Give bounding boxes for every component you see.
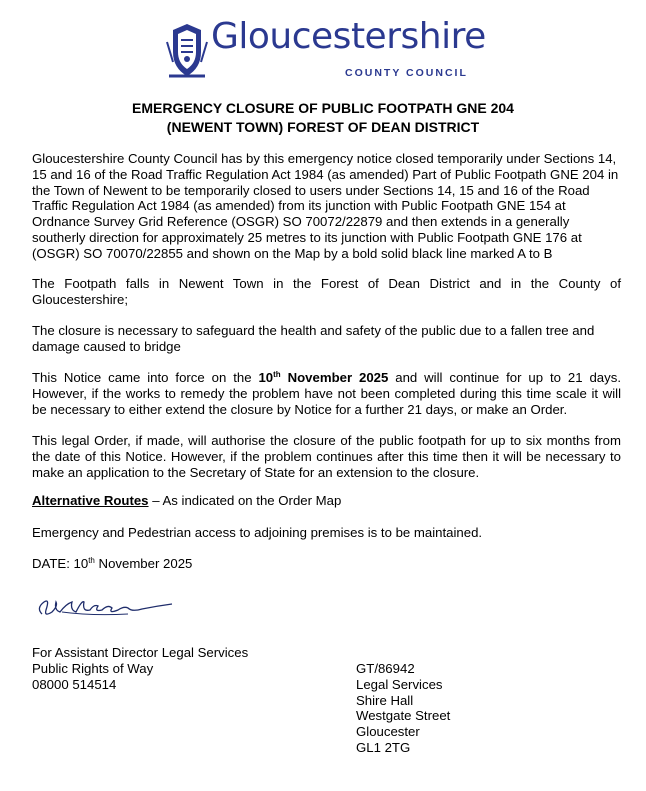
paragraph-legal-order: This legal Order, if made, will authorise the closure of the public footpath for up to six months from the date of this Notice. However, if the problem continues after this time then it will be necessary to make an application to the Secretary of State for an extension to the closure. [32, 433, 621, 480]
alternative-routes-label: Alternative Routes [32, 493, 149, 508]
address-line: Westgate Street [356, 708, 451, 724]
logo-wordmark: Gloucestershire [211, 16, 486, 57]
address-block [356, 661, 450, 756]
paragraph-duration [32, 370, 621, 417]
signature [32, 590, 192, 624]
notice-title-line-1: EMERGENCY CLOSURE OF PUBLIC FOOTPATH GNE 204 [132, 100, 514, 116]
signatory-line: For Assistant Director Legal Services [32, 645, 249, 660]
address-line: Legal Services [356, 676, 443, 692]
signatory-phone: 08000 514514 [32, 676, 117, 692]
council-logo [165, 16, 495, 84]
signatory-block [32, 645, 248, 692]
notice-date: DATE: 10th November 2025 [32, 556, 193, 571]
alternative-routes-text: – As indicated on the Order Map [148, 493, 342, 508]
paragraph-location: The Footpath falls in Newent Town in the Forest of Dean District and in the County of Gloucestershire; [32, 276, 621, 307]
paragraph-reason: The closure is necessary to safeguard the health and safety of the public due to a fallen tree and damage caused to bridge [32, 323, 595, 354]
reference-number: GT/86942 [356, 661, 415, 676]
logo-subtitle: COUNTY COUNCIL [345, 67, 468, 79]
duration-text-before: This Notice came into force on the [32, 370, 259, 385]
duration-text-after: and will continue for up to 21 days. However, if the works to remedy the problem have not been completed during this time scale it will be necessary to either extend the closure by Notice for a further 21 days, or make an Order. [32, 370, 621, 417]
address-line: Gloucester [356, 724, 420, 740]
address-postcode: GL1 2TG [356, 739, 411, 755]
signatory-line: Public Rights of Way [32, 660, 154, 676]
paragraph-closure-details: Gloucestershire County Council has by this emergency notice closed temporarily under Sections 14, 15 and 16 of the Road Traffic Regulation Act 1984 (as amended) Part of Public Footpath GNE 204 in the Town of Newent to be temporarily closed to users under Sections 14, 15 and 16 of the Road Traffic Regulation Act 1984 (as amended) from its junction with Public Footpath GNE 154 at Ordnance Survey Grid Reference (OSGR) SO 70072/22879 and then extends in a generally southerly direction for approximately 25 metres to its junction with Public Footpath GNE 176 at (OSGR) SO 70070/22855 and shown on the Map by a bold solid black line marked A to B [32, 151, 619, 261]
commencement-date: 10th November 2025 [258, 370, 389, 385]
paragraph-access: Emergency and Pedestrian access to adjoining premises is to be maintained. [32, 525, 483, 540]
address-line: Shire Hall [356, 692, 414, 708]
paragraph-alternative-routes [32, 493, 621, 509]
council-crest-icon [165, 22, 209, 82]
notice-title-line-2: (NEWENT TOWN) FOREST OF DEAN DISTRICT [166, 119, 480, 135]
